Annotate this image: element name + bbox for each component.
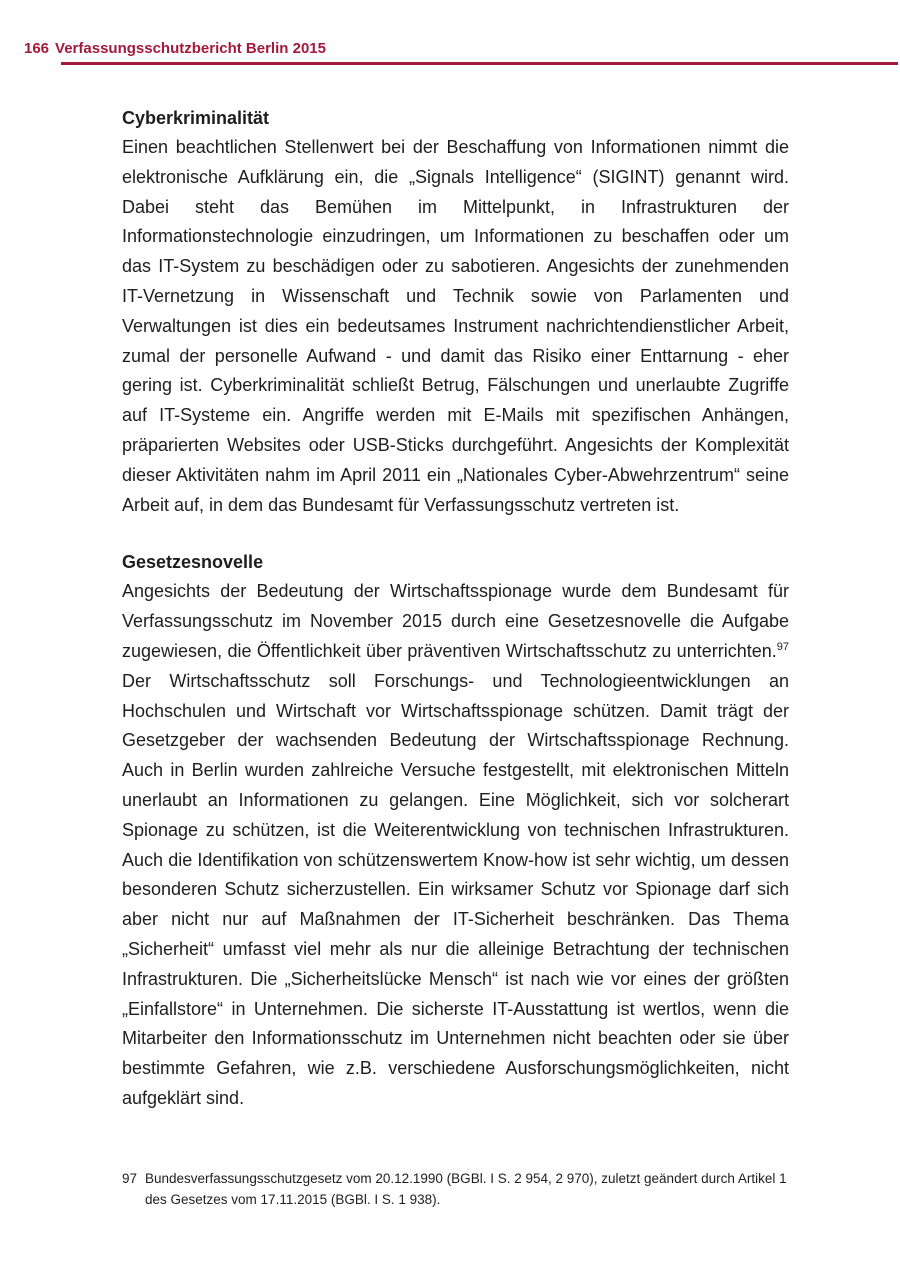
section-gesetzesnovelle <box>122 548 789 1113</box>
section-body: Einen beachtlichen Stellenwert bei der Beschaffung von Informationen nimmt die elektronische Aufklärung ein, die „Signals Intelligence“ (SIGINT) genannt wird. Dabei steht das Bemühen im Mittelpunkt, in Infrastrukturen der Informationstechnologie einzudringen, um Informationen zu beschaffen oder um das IT-System zu beschädigen oder zu sabotieren. Angesichts der zunehmenden IT-Vernetzung in Wissenschaft und Technik sowie von Parlamenten und Verwaltungen ist dies ein bedeutsames Instrument nachrichtendienstlicher Arbeit, zumal der personelle Aufwand - und damit das Risiko einer Enttarnung - eher gering ist. Cyberkriminalität schließt Betrug, Fälschungen und unerlaubte Zugriffe auf IT-Systeme ein. Angriffe werden mit E-Mails mit spezifischen Anhängen, präparierten Websites oder USB-Sticks durchgeführt. Angesichts der Komplexität dieser Aktivitäten nahm im April 2011 ein „Nationales Cyber-Abwehrzentrum“ seine Arbeit auf, in dem das Bundesamt für Verfassungsschutz vertreten ist. <box>122 137 789 515</box>
footnote-text: Bundesverfassungsschutzgesetz vom 20.12.1990 (BGBl. I S. 2 954, 2 970), zuletzt geändert durch Artikel 1 des Gesetzes vom 17.11.2015 (BGBl. I S. 1 938). <box>145 1171 787 1207</box>
section-heading: Cyberkriminalität <box>122 108 270 128</box>
section-heading: Gesetzesnovelle <box>122 552 264 573</box>
main-content <box>122 104 789 1114</box>
section-body <box>122 577 789 1113</box>
header-divider <box>61 62 898 65</box>
body-text-part: Angesichts der Bedeutung der Wirtschaftsspionage wurde dem Bundesamt für Verfassungsschutz im November 2015 durch eine Gesetzesnovelle die Aufgabe zugewiesen, die Öffentlichkeit über präventiven Wirtschaftsschutz zu unterrichten. <box>122 581 789 661</box>
document-title: Verfassungsschutzbericht Berlin 2015 <box>55 40 326 57</box>
page-number: 166 <box>24 40 50 57</box>
footnote-number: 97 <box>122 1171 138 1186</box>
footnote-reference[interactable]: 97 <box>776 640 789 653</box>
running-header <box>24 40 326 57</box>
section-cyberkriminalitaet <box>122 104 789 520</box>
footnote <box>122 1168 812 1210</box>
body-text-part: Der Wirtschaftsschutz soll Forschungs- und Technologieentwicklungen an Hochschulen und Wirtschaft vor Wirtschaftsspionage schützen. Damit trägt der Gesetzgeber der wachsenden Bedeutung der Wirtschaftsspionage Rechnung. Auch in Berlin wurden zahlreiche Versuche festgestellt, mit elektronischen Mitteln unerlaubt an Informationen zu gelangen. Eine Möglichkeit, sich vor solcherart Spionage zu schützen, ist die Weiterentwicklung von technischen Infrastrukturen. Auch die Identifikation von schützenswertem Know-how ist sehr wichtig, um dessen besonderen Schutz sicherzustellen. Ein wirksamer Schutz vor Spionage darf sich aber nicht nur auf Maßnahmen der IT-Sicherheit beschränken. Das Thema „Sicherheit“ umfasst viel mehr als nur die alleinige Betrachtung der technischen Infrastrukturen. Die „Sicherheitslücke Mensch“ ist nach wie vor eines der größten „Einfallstore“ in Unternehmen. Die sicherste IT-Ausstattung ist wertlos, wenn die Mitarbeiter den Informationsschutz im Unternehmen nicht beachten oder sie über bestimmte Gefahren, wie z.B. verschiedene Ausforschungsmöglichkeiten, nicht aufgeklärt sind. <box>122 670 789 1108</box>
